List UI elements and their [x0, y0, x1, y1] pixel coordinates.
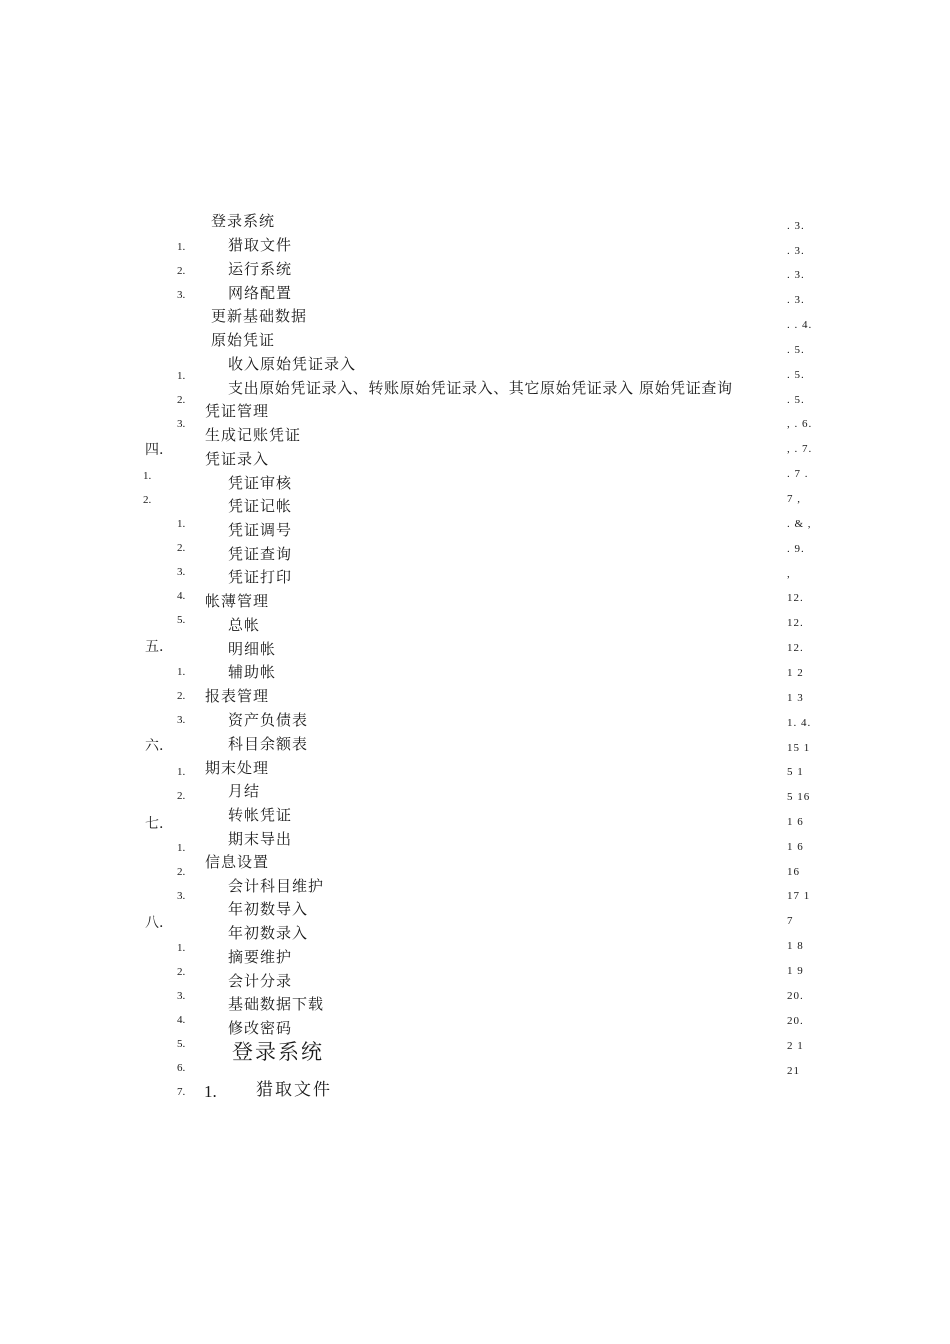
toc-number: 1. [177, 370, 186, 382]
toc-title[interactable]: 凭证查询 [228, 545, 293, 563]
toc-page-number: 12. [787, 617, 804, 629]
toc-page-number: , . 7. [787, 443, 813, 455]
toc-page-number: . 3. [787, 294, 805, 306]
toc-page-number: 12. [787, 592, 804, 604]
toc-page-number: 1 3 [787, 692, 804, 704]
toc-title[interactable]: 原始凭证 [211, 331, 276, 349]
toc-number: 7. [177, 1086, 186, 1098]
toc-title[interactable]: 科目余额表 [228, 735, 309, 753]
toc-number: 1. [177, 766, 186, 778]
toc-number: 3. [177, 418, 186, 430]
toc-page-number: 5 16 [787, 791, 811, 803]
toc-title[interactable]: 支出原始凭证录入、转账原始凭证录入、其它原始凭证录入 原始凭证查询 [228, 379, 733, 397]
toc-title[interactable]: 摘要维护 [228, 948, 293, 966]
toc-number: 3. [177, 566, 186, 578]
toc-page-number: 5 1 [787, 766, 804, 778]
toc-number: 6. [177, 1062, 186, 1074]
toc-page-number: . 3. [787, 269, 805, 281]
toc-page-number: 1 8 [787, 940, 804, 952]
toc-number: 2. [177, 690, 186, 702]
toc-title[interactable]: 信息设置 [205, 853, 270, 871]
toc-title[interactable]: 期末导出 [228, 830, 293, 848]
toc-title[interactable]: 会计科目维护 [228, 877, 325, 895]
toc-title[interactable]: 总帐 [228, 616, 261, 634]
toc-title[interactable]: 更新基础数据 [211, 307, 308, 325]
toc-page-number: 12. [787, 642, 804, 654]
toc-title[interactable]: 凭证调号 [228, 521, 293, 539]
toc-page-number: 1 6 [787, 841, 804, 853]
toc-page-number: . . 4. [787, 319, 813, 331]
toc-title[interactable]: 明细帐 [228, 640, 277, 658]
toc-number: 2. [177, 790, 186, 802]
toc-number: 5. [177, 614, 186, 626]
toc-page-number: . 3. [787, 220, 805, 232]
toc-title[interactable]: 登录系统 [211, 212, 276, 230]
toc-number: 5. [177, 1038, 186, 1050]
toc-chapter: 五. [145, 639, 164, 655]
toc-number: 1. [143, 470, 152, 482]
section-heading: 登录系统 [232, 1040, 324, 1064]
toc-page-number: 15 1 [787, 742, 811, 754]
toc-title[interactable]: 收入原始凭证录入 [228, 355, 357, 373]
toc-title[interactable]: 凭证记帐 [228, 497, 293, 515]
toc-number: 1. [177, 241, 186, 253]
toc-page-number: 1 9 [787, 965, 804, 977]
toc-page-number: . 5. [787, 344, 805, 356]
toc-number: 2. [177, 265, 186, 277]
toc-number: 2. [177, 966, 186, 978]
toc-title[interactable]: 凭证打印 [228, 568, 293, 586]
toc-page-number: 20. [787, 990, 804, 1002]
toc-page-number: 2 1 [787, 1040, 804, 1052]
toc-page-number: 1 6 [787, 816, 804, 828]
toc-page-number: , [787, 568, 791, 580]
toc-title[interactable]: 帐薄管理 [205, 592, 270, 610]
toc-number: 3. [177, 990, 186, 1002]
toc-number: 1. [177, 518, 186, 530]
toc-page-number: 16 [787, 866, 800, 878]
toc-title[interactable]: 会计分录 [228, 972, 293, 990]
toc-number: 3. [177, 890, 186, 902]
toc-title[interactable]: 生成记账凭证 [205, 426, 302, 444]
toc-title[interactable]: 运行系统 [228, 260, 293, 278]
toc-page-number: 1. 4. [787, 717, 812, 729]
subsection-title: 猎取文件 [256, 1080, 332, 1100]
toc-page-number: , . 6. [787, 418, 813, 430]
toc-title[interactable]: 基础数据下载 [228, 995, 325, 1013]
toc-title[interactable]: 报表管理 [205, 687, 270, 705]
toc-title[interactable]: 凭证录入 [205, 450, 270, 468]
toc-number: 2. [177, 866, 186, 878]
toc-title[interactable]: 凭证审核 [228, 474, 293, 492]
toc-title[interactable]: 年初数录入 [228, 924, 309, 942]
toc-number: 3. [177, 289, 186, 301]
toc-page-number: 7 [787, 915, 794, 927]
toc-chapter: 六. [145, 738, 164, 754]
toc-title[interactable]: 猎取文件 [228, 236, 293, 254]
toc-page-number: . 3. [787, 245, 805, 257]
toc-number: 4. [177, 590, 186, 602]
toc-number: 1. [177, 666, 186, 678]
toc-page-number: . 5. [787, 369, 805, 381]
toc-title[interactable]: 辅助帐 [228, 663, 277, 681]
toc-page-number: 21 [787, 1065, 800, 1077]
toc-page-number: 17 1 [787, 890, 811, 902]
toc-title[interactable]: 期末处理 [205, 759, 270, 777]
subsection-number: 1. [204, 1082, 217, 1101]
toc-title[interactable]: 凭证管理 [205, 402, 270, 420]
toc-number: 3. [177, 714, 186, 726]
toc-title[interactable]: 月结 [228, 782, 261, 800]
toc-chapter: 七. [145, 816, 164, 832]
toc-number: 2. [177, 394, 186, 406]
toc-title[interactable]: 资产负债表 [228, 711, 309, 729]
toc-page-number: . 7 . [787, 468, 809, 480]
toc-page-number: . 5. [787, 394, 805, 406]
toc-page-number: 7 , [787, 493, 801, 505]
toc-chapter: 四. [145, 442, 164, 458]
toc-page-number: . & , [787, 518, 812, 530]
toc-title[interactable]: 转帐凭证 [228, 806, 293, 824]
toc-number: 1. [177, 842, 186, 854]
toc-number: 2. [177, 542, 186, 554]
toc-page-number: 20. [787, 1015, 804, 1027]
toc-title[interactable]: 网络配置 [228, 284, 293, 302]
toc-title[interactable]: 修改密码 [228, 1019, 293, 1037]
toc-number: 4. [177, 1014, 186, 1026]
toc-page-number: . 9. [787, 543, 805, 555]
toc-page-number: 1 2 [787, 667, 804, 679]
toc-chapter: 八. [145, 915, 164, 931]
toc-number: 1. [177, 942, 186, 954]
toc-title[interactable]: 年初数导入 [228, 900, 309, 918]
toc-number: 2. [143, 494, 152, 506]
